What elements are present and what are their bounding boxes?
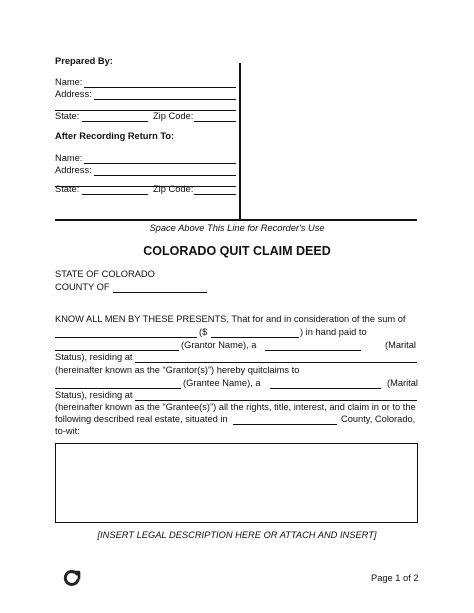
recorder-note: Space Above This Line for Recorder's Use bbox=[149, 223, 325, 233]
grantee-name-field[interactable] bbox=[55, 388, 181, 389]
grantor-marital-field[interactable] bbox=[265, 350, 361, 351]
consideration-words-field[interactable] bbox=[55, 337, 197, 338]
county-label: COUNTY OF bbox=[55, 282, 110, 292]
deed-title: COLORADO QUIT CLAIM DEED bbox=[143, 244, 331, 258]
return-name-label: Name: bbox=[55, 153, 83, 163]
grantee-residing-text: Status), residing at bbox=[55, 390, 133, 400]
legal-description-box[interactable] bbox=[55, 443, 418, 523]
state-line: STATE OF COLORADO bbox=[55, 269, 155, 279]
legal-description-note: [INSERT LEGAL DESCRIPTION HERE OR ATTACH AND INSERT] bbox=[97, 530, 377, 540]
prepared-address-field[interactable] bbox=[94, 99, 236, 100]
prepared-zip-label: Zip Code: bbox=[153, 111, 194, 121]
prepared-name-field[interactable] bbox=[84, 87, 236, 88]
return-zip-label: Zip Code: bbox=[153, 184, 194, 194]
real-estate-text: following described real estate, situated in bbox=[55, 414, 228, 424]
county-colorado-text: County, Colorado, bbox=[341, 414, 416, 424]
grantee-rights-text: (hereinafter known as the “Grantee(s)”) all the rights, title, interest, and claim in or to the bbox=[55, 402, 416, 412]
refresh-arrow-logo-icon bbox=[62, 568, 82, 588]
grantor-marital-text: (Marital bbox=[385, 340, 416, 350]
prepared-state-label: State: bbox=[55, 111, 80, 121]
return-name-field[interactable] bbox=[84, 163, 236, 164]
page-number: Page 1 of 2 bbox=[371, 573, 419, 583]
return-state-label: State: bbox=[55, 184, 80, 194]
prepared-zip-field[interactable] bbox=[194, 121, 236, 122]
recorder-horizontal-divider bbox=[55, 219, 417, 221]
return-state-field[interactable] bbox=[82, 194, 148, 195]
county-situated-field[interactable] bbox=[233, 424, 337, 425]
grantor-quitclaims-text: (hereinafter known as the “Grantor(s)”) hereby quitclaims to bbox=[55, 365, 300, 375]
county-field[interactable] bbox=[113, 292, 207, 293]
grantee-marital-field[interactable] bbox=[270, 388, 381, 389]
paid-to-text: ) in hand paid to bbox=[300, 327, 367, 337]
grantor-residing-text: Status), residing at bbox=[55, 352, 133, 362]
consideration-amount-field[interactable] bbox=[211, 337, 299, 338]
grantee-marital-text: (Marital bbox=[387, 378, 418, 388]
prepared-name-label: Name: bbox=[55, 77, 83, 87]
grantee-name-text: (Grantee Name), a bbox=[183, 378, 261, 388]
return-address-field[interactable] bbox=[94, 175, 236, 176]
return-address-label: Address: bbox=[55, 165, 92, 175]
return-to-heading: After Recording Return To: bbox=[55, 131, 175, 141]
prepared-address-label: Address: bbox=[55, 89, 92, 99]
recorder-vertical-divider bbox=[239, 63, 241, 220]
dollar-open: ($ bbox=[199, 327, 208, 337]
grantor-name-text: (Grantor Name), a bbox=[181, 340, 257, 350]
grantor-address-field[interactable] bbox=[135, 362, 417, 363]
to-wit-text: to-wit: bbox=[55, 426, 80, 436]
return-address-field-2[interactable] bbox=[55, 186, 236, 187]
grantor-name-field[interactable] bbox=[55, 350, 179, 351]
grantee-address-field[interactable] bbox=[135, 400, 417, 401]
prepared-by-heading: Prepared By: bbox=[55, 56, 113, 66]
prepared-address-field-2[interactable] bbox=[55, 110, 236, 111]
prepared-state-field[interactable] bbox=[82, 121, 148, 122]
body-line-1: KNOW ALL MEN BY THESE PRESENTS, That for and in consideration of the sum of bbox=[55, 314, 406, 324]
return-zip-field[interactable] bbox=[194, 194, 236, 195]
